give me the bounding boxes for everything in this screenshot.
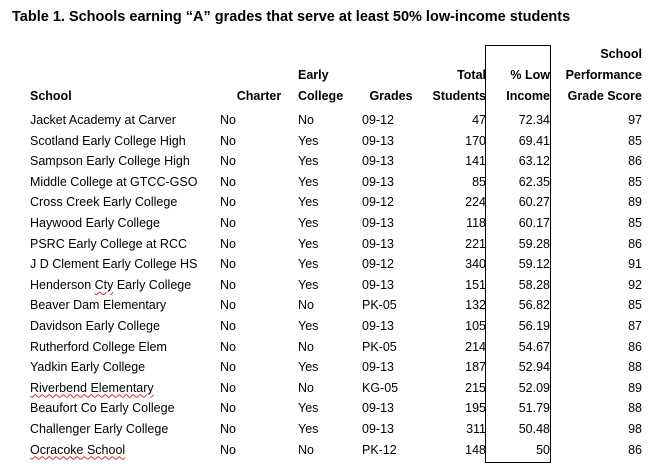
cell-total-students: 224 [465, 195, 486, 210]
cell-school: Rutherford College Elem [30, 339, 167, 354]
cell-charter: No [220, 442, 236, 457]
table-row [30, 316, 642, 337]
cell-grades: 09-13 [362, 318, 394, 333]
school-name-spellcheck: Henderson Cty Early College [30, 277, 192, 292]
cell-score: 87 [628, 318, 642, 333]
cell-early-college: No [298, 339, 314, 354]
cell-grades: PK-05 [362, 339, 397, 354]
table-row [30, 151, 642, 172]
cell-grades: PK-12 [362, 442, 397, 457]
cell-pct-low-income: 62.35 [518, 174, 550, 189]
cell-pct-low-income: 51.79 [518, 401, 550, 416]
cell-total-students: 170 [465, 133, 486, 148]
cell-pct-low-income: 58.28 [518, 277, 550, 292]
cell-total-students: 105 [465, 318, 486, 333]
cell-charter: No [220, 298, 236, 313]
cell-grades: 09-13 [362, 215, 394, 230]
cell-early-college: No [298, 298, 314, 313]
cell-early-college: Yes [298, 401, 319, 416]
cell-early-college: Yes [298, 174, 319, 189]
cell-charter: No [220, 421, 236, 436]
cell-charter: No [220, 236, 236, 251]
cell-score: 97 [628, 113, 642, 127]
cell-pct-low-income: 59.12 [518, 257, 550, 272]
cell-total-students: 141 [465, 154, 486, 169]
header-pct-low-income: % Low Income [506, 68, 550, 103]
table-row [30, 357, 642, 378]
cell-score: 85 [628, 133, 642, 148]
schools-table [30, 44, 642, 460]
cell-early-college: Yes [298, 195, 319, 210]
cell-early-college: No [298, 380, 314, 395]
cell-total-students: 195 [465, 401, 486, 416]
table-row [30, 131, 642, 152]
cell-pct-low-income: 50.48 [518, 421, 550, 436]
cell-grades: 09-13 [362, 360, 394, 375]
table-row [30, 419, 642, 440]
cell-grades: 09-13 [362, 401, 394, 416]
cell-total-students: 132 [465, 298, 486, 313]
school-name-spellcheck: Ocracoke School [30, 442, 126, 457]
cell-total-students: 47 [472, 113, 486, 127]
cell-total-students: 148 [465, 442, 486, 457]
cell-score: 86 [628, 154, 642, 169]
cell-school [30, 440, 212, 461]
cell-early-college: Yes [298, 154, 319, 169]
cell-grades: 09-13 [362, 133, 394, 148]
cell-pct-low-income: 60.17 [518, 215, 550, 230]
cell-score: 85 [628, 215, 642, 230]
cell-pct-low-income: 63.12 [518, 154, 550, 169]
cell-charter: No [220, 257, 236, 272]
cell-pct-low-income: 52.09 [518, 380, 550, 395]
cell-early-college: Yes [298, 257, 319, 272]
cell-school: Sampson Early College High [30, 154, 190, 169]
cell-grades: 09-13 [362, 154, 394, 169]
cell-school: Davidson Early College [30, 318, 160, 333]
cell-pct-low-income: 52.94 [518, 360, 550, 375]
header-performance-score: School Performance Grade Score [565, 47, 642, 103]
cell-grades: 09-12 [362, 113, 394, 127]
cell-charter: No [220, 360, 236, 375]
cell-pct-low-income: 56.19 [518, 318, 550, 333]
cell-school: Yadkin Early College [30, 360, 146, 375]
cell-grades: 09-13 [362, 174, 394, 189]
cell-score: 91 [628, 257, 642, 272]
cell-grades: 09-13 [362, 421, 394, 436]
cell-score: 89 [628, 195, 642, 210]
cell-charter: No [220, 277, 236, 292]
cell-school: Cross Creek Early College [30, 195, 178, 210]
cell-charter: No [220, 318, 236, 333]
header-total-students: Total Students [432, 68, 486, 103]
cell-score: 86 [628, 236, 642, 251]
cell-charter: No [220, 339, 236, 354]
cell-early-college: Yes [298, 236, 319, 251]
cell-charter: No [220, 195, 236, 210]
table-row [30, 275, 642, 296]
cell-school: Beaver Dam Elementary [30, 298, 167, 313]
cell-score: 92 [628, 277, 642, 292]
cell-school: Haywood Early College [30, 215, 160, 230]
cell-school [30, 275, 212, 296]
table-row [30, 378, 642, 399]
cell-school: Middle College at GTCC-GSO [30, 174, 198, 189]
table-row [30, 234, 642, 255]
cell-pct-low-income: 60.27 [518, 195, 550, 210]
table-row [30, 295, 642, 316]
cell-early-college: Yes [298, 277, 319, 292]
table-row [30, 398, 642, 419]
cell-total-students: 118 [466, 215, 486, 230]
cell-total-students: 85 [472, 174, 486, 189]
cell-early-college: No [298, 113, 314, 127]
school-name-spellcheck: Riverbend Elementary [30, 380, 154, 395]
cell-school: Jacket Academy at Carver [30, 113, 176, 127]
cell-early-college: Yes [298, 133, 319, 148]
cell-pct-low-income: 69.41 [518, 133, 550, 148]
header-school: School [30, 89, 72, 103]
cell-total-students: 215 [465, 380, 486, 395]
cell-score: 89 [628, 380, 642, 395]
cell-charter: No [220, 133, 236, 148]
cell-school: Challenger Early College [30, 421, 169, 436]
cell-school: PSRC Early College at RCC [30, 236, 187, 251]
cell-pct-low-income: 56.82 [518, 298, 550, 313]
cell-total-students: 214 [465, 339, 486, 354]
cell-total-students: 151 [465, 277, 486, 292]
cell-score: 86 [628, 339, 642, 354]
header-grades: Grades [369, 89, 413, 103]
cell-school: Scotland Early College High [30, 133, 186, 148]
cell-pct-low-income: 72.34 [518, 113, 550, 127]
cell-score: 86 [628, 442, 642, 457]
cell-school: J D Clement Early College HS [30, 257, 198, 272]
cell-charter: No [220, 380, 236, 395]
cell-total-students: 221 [465, 236, 486, 251]
cell-pct-low-income: 54.67 [518, 339, 550, 354]
header-early-college: Early College [298, 68, 344, 103]
cell-charter: No [220, 215, 236, 230]
table-title: Table 1. Schools earning “A” grades that serve at least 50% low-income students [12, 9, 571, 25]
cell-early-college: Yes [298, 215, 319, 230]
cell-school: Beaufort Co Early College [30, 401, 175, 416]
cell-score: 88 [628, 401, 642, 416]
cell-grades: 09-12 [362, 195, 394, 210]
table-row [30, 192, 642, 213]
cell-school [30, 378, 212, 399]
cell-early-college: Yes [298, 360, 319, 375]
cell-charter: No [220, 174, 236, 189]
cell-early-college: Yes [298, 421, 319, 436]
cell-grades: 09-13 [362, 277, 394, 292]
cell-score: 85 [628, 298, 642, 313]
cell-charter: No [220, 113, 236, 127]
cell-score: 88 [628, 360, 642, 375]
cell-early-college: Yes [298, 318, 319, 333]
table-row [30, 213, 642, 234]
cell-total-students: 187 [465, 360, 486, 375]
cell-charter: No [220, 154, 236, 169]
table-row [30, 337, 642, 358]
cell-score: 98 [628, 421, 642, 436]
cell-score: 85 [628, 174, 642, 189]
table-row [30, 172, 642, 193]
table-header-row [30, 44, 642, 110]
cell-pct-low-income: 59.28 [518, 236, 550, 251]
cell-total-students: 311 [466, 421, 486, 436]
cell-pct-low-income: 50 [536, 442, 550, 457]
cell-grades: KG-05 [362, 380, 399, 395]
cell-grades: 09-12 [362, 257, 394, 272]
header-charter: Charter [236, 89, 282, 103]
table-row [30, 110, 642, 131]
table-row [30, 254, 642, 275]
cell-early-college: No [298, 442, 314, 457]
cell-grades: PK-05 [362, 298, 397, 313]
cell-total-students: 340 [465, 257, 486, 272]
cell-charter: No [220, 401, 236, 416]
cell-grades: 09-13 [362, 236, 394, 251]
table-row [30, 440, 642, 461]
